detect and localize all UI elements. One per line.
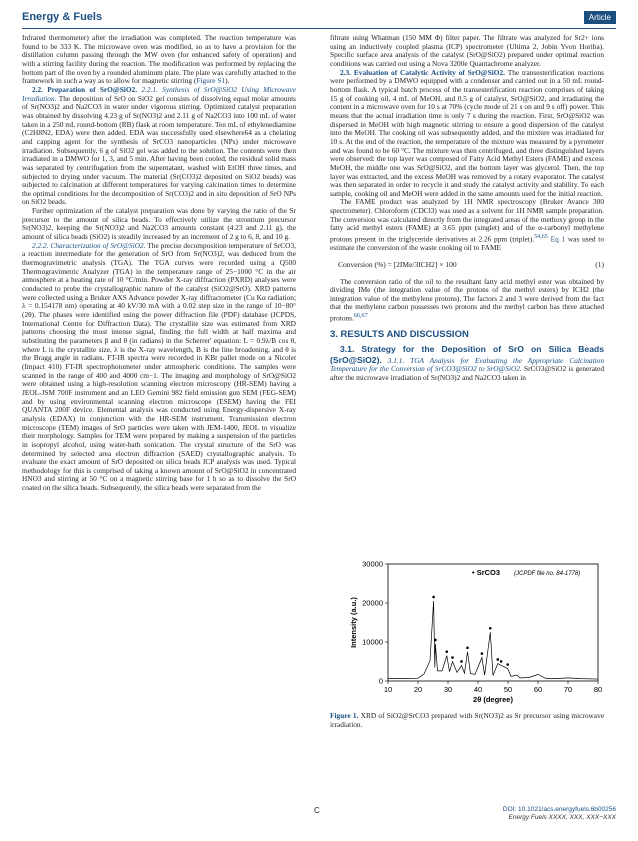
page-number: C bbox=[314, 806, 320, 815]
y-tick-label: 0 bbox=[378, 676, 383, 686]
peak-marker bbox=[500, 660, 503, 663]
x-tick-label: 80 bbox=[593, 685, 603, 694]
series-line bbox=[388, 601, 598, 679]
y-axis-label: Intensity (a.u.) bbox=[349, 597, 358, 648]
x-tick-label: 50 bbox=[503, 685, 513, 694]
figure-s1-link[interactable]: Figure S1 bbox=[196, 76, 226, 86]
issue-info: Energy Fuels XXXX, XXX, XXX−XXX bbox=[508, 814, 616, 821]
section-heading: 2.2. Preparation of SrO@SiO2. bbox=[32, 84, 138, 94]
subsection-heading: 2.2.1. Synthesis of SrO@SiO2 Using Microwave Irradiation. bbox=[22, 84, 296, 103]
section-3-heading: 3. RESULTS AND DISCUSSION bbox=[330, 329, 469, 341]
section-heading: 2.3. Evaluation of Catalytic Activity of SrO@SiO2. bbox=[340, 67, 505, 77]
subsection-heading: 3.1.1. TGA Analysis for Evaluating the Appropriate Calcination Temperature for the Conversion of SrCO3@SiO2 to SrO@SiO2. bbox=[330, 355, 604, 374]
section-2-2: 2.2. Preparation of SrO@SiO2. 2.2.1. Synthesis of SrO@SiO2 Using Microwave Irradiation. The deposition of SrO on SiO2 gel consists of dissolving equal molar amounts of Sr(NO3)2 and Na2CO3 in water under vigorous stirring. Optimized catalyst preparation was obtained by dissolving 4.23 g of Sr(NO3)2 and 2.11 g of Na2CO3 into 100 mL of water taken in a 250 mL round-bottom (RB) flask at room temperature. Ten mL of ethylenediamine (C2H8N2, EDA) were then added. EDA was successfully used elsewhere64 as a chelating and capping agent for the synthesis of SrCO3 nanoparticles (NPs) under microwave irradiation. Subsequently, 6 g of SiO2 gel was added to the solution. The contents were then irradiated in a DMWO for 1, 3, and 5 min. After having been cooled, the residual solid mass was separated by centrifugation from the supernatant, washed with EtOH three times, and subjected to drying under vacuum. The material (Sr(CO3)2 deposited on SiO2 beads) was subjected to calcination at different temperatures for varying calcination times to determine the optimal conditions for the decomposition of Sr(CO3)2 and in situ deposition of SrO NPs on SiO2 beads. bbox=[22, 84, 296, 207]
equation-1 bbox=[338, 261, 604, 270]
figure-label: Figure 1. bbox=[330, 711, 359, 720]
paragraph: The FAME product was analyzed by 1H NMR spectroscopy (Bruker Avance 300 spectrometer). Chloroform (CDCl3) was used as a solvent for 1H NMR sample preparation. The conversion was calculated directly from the integrated areas of the methoxy group in the fatty acid methyl esters (FAME) at 3.65 ppm (singlet) and of the α-carbonyl methylene protons present in the triglyceride derivatives at 2.26 ppm (triplet).$^{54,65}$ Eq 1 was used to estimate the conversion of the waste cooking oil to FAME bbox=[330, 197, 605, 253]
article-tag: Article bbox=[584, 11, 616, 24]
x-axis-label: 2θ (degree) bbox=[473, 695, 513, 704]
equation-text: Conversion (%) = [2IMe/3ICH2] × 100 bbox=[338, 259, 457, 269]
y-tick-label: 30000 bbox=[362, 559, 383, 569]
paragraph: The conversion ratio of the oil to the resultant fatty acid methyl ester was obtained by dividing IMe (the integration value of the protons of the methyl esters) by ICH2 (the integration value of the methylene protons). The factors 2 and 3 were derived from the fact that the methylene carbon possesses two protons and the methyl carbon has three attached protons.$^{66,67}$ bbox=[330, 276, 604, 323]
x-tick-label: 70 bbox=[563, 685, 573, 694]
peak-marker bbox=[506, 663, 509, 666]
citation-link[interactable]: 66,67 bbox=[353, 313, 368, 320]
paragraph: filtrate using Whatman (150 MM Φ) filter paper. The filtrate was analyzed for Sr2+ ions using an inductively coupled plasma (ICP) spectrometer (Ultima 2, Jobin Yvon Horiba). Specific surface area analysis of the catalyst (SrO@SiO2) prepared under optimal reaction conditions was carried out using a Nova 3200e Quantachrome analyzer. bbox=[330, 33, 604, 68]
page-header bbox=[22, 10, 616, 29]
section-heading: 3.1. Strategy for the Deposition of SrO on Silica Beads (SrO@SiO2). bbox=[330, 343, 604, 365]
peak-marker bbox=[451, 656, 454, 659]
peak-marker bbox=[466, 646, 469, 649]
section-3-1: 3.1. Strategy for the Deposition of SrO on Silica Beads (SrO@SiO2). 3.1.1. TGA Analysis for Evaluating the Appropriate Calcination Temperature for the Conversion of SrCO3@SiO2 to SrO@SiO2. SrCO3@SiO2 is generated after the microwave irradiation of Sr(NO3)2 and Na2CO3 taken in bbox=[330, 343, 604, 382]
peak-marker bbox=[460, 660, 463, 663]
subsection-heading: 2.2.2. Characterization of SrO@SiO2. bbox=[32, 240, 146, 250]
peak-marker bbox=[497, 658, 500, 661]
peak-marker bbox=[446, 650, 449, 653]
plot-frame bbox=[388, 564, 598, 681]
legend-label: • SrCO3 bbox=[472, 568, 501, 577]
x-tick-label: 60 bbox=[533, 685, 543, 694]
x-tick-label: 30 bbox=[443, 685, 453, 694]
left-column bbox=[22, 34, 296, 493]
xrd-chart bbox=[348, 556, 608, 706]
right-column bbox=[330, 34, 604, 383]
section-2-3: 2.3. Evaluation of Catalytic Activity of SrO@SiO2. The transesterification reactions were performed by a DMWO equipped with a condenser and carried out in a 50 mL round-bottom flask. A typical batch process of the transesterification reaction comprises of taking 15 g of cooking oil, 4 mL of MeOH, and 0.5 g of catalyst, SrO@SiO2, and irradiating the content in a microwave oven for 10 s at 70% (cycle mode of 21 s on and 9 s off) power. This means that the actual irradiation time is only 7 s during the reaction. First, SrO@SiO2 was dispersed in MeOH with high magnetic stirring to ensure a good dispersion of the catalyst into the MeOH. The cooking oil was subsequently added, and the mixture was irradiated for 10 s. At the end of the reaction, the temperature of the mixture was measured by a pyrometer and was found to be 60 °C. The mixture was then centrifuged, and three distinguished layers were observed: the top layer was composed of Fatty Acid Methyl Esters (FAME) and excess MeOH, the middle one was SrO@SiO2, and the bottom layer was glycerol. Then, the top layer was extracted, and the excess MeOH was removed by a rotary evaporator. The catalyst was then separated in order to recycle it and study the catalyst activity and stability. To each sample, cooking oil and MeOH were added in the same amounts used for the initial reaction. bbox=[330, 67, 604, 198]
citation-link[interactable]: 54,65 bbox=[534, 234, 548, 241]
figure-caption: Figure 1. XRD of SiO2@SrCO3 prepared with Sr(NO3)2 as Sr precursor using microwave irradiation. bbox=[330, 711, 604, 729]
equation-number: (1) bbox=[595, 259, 604, 269]
y-tick-label: 10000 bbox=[362, 637, 383, 647]
journal-name: Energy & Fuels bbox=[22, 11, 103, 23]
y-tick-label: 20000 bbox=[362, 598, 383, 608]
equation-link[interactable]: Eq 1 bbox=[550, 234, 566, 244]
legend-note: (JCPDF file no. 84-1778) bbox=[514, 571, 581, 577]
peak-marker bbox=[481, 652, 484, 655]
peak-marker bbox=[434, 639, 437, 642]
paragraph: Further optimization of the catalyst preparation was done by varying the ratio of the Sr precursor to the amount of silica beads. To effectively utilize the strontium precursor Sr(NO3)2, keeping the Sr(NO3)2 and Na2CO3 amounts constant (4.23 and 2.11 g), the amount of silica beads (SiO2) is steadily increased by an increment of 2 g to 6, 8, and 10 g. bbox=[22, 206, 296, 242]
doi-link[interactable]: DOI: 10.1021/acs.energyfuels.6b00256 bbox=[502, 806, 616, 813]
x-tick-label: 10 bbox=[383, 685, 393, 694]
footer-doi bbox=[503, 806, 616, 822]
x-tick-label: 40 bbox=[473, 685, 483, 694]
paragraph: Infrared thermometer) after the irradiation was completed. The reaction temperature was found to be 333 K. The microwave oven was modified, so as to have a provision for the distillation column passing through the MW oven (for enhanced safety of operation) and with a stirring facility during the reaction. The modification was performed by replacing the bottom part of the oven by a rounded aluminum plate. The plate was carefully attached to the framework in such a way as to allow for magnetic stirring (Figure S1). bbox=[22, 33, 296, 86]
x-tick-label: 20 bbox=[413, 685, 423, 694]
peak-marker bbox=[489, 627, 492, 630]
peak-marker bbox=[432, 596, 435, 599]
section-2-2-2: 2.2.2. Characterization of SrO@SiO2. The precise decomposition temperature of SrCO3, a reaction intermediate for the generation of SrO from Sr(NO3)2, was deduced from the thermogravimetric analysis (TGA). The TGA curves were recorded using a Q500 Thermogravimetric Analyzer (TGA) in the temperature range of 25−1000 °C in the air atmosphere at a heating rate of 10 °C/min. Powder X-ray diffraction (PXRD) analyses were conducted to probe the crystallographic nature of the catalyst (SiO2@SrO). XRD patterns were collected using a Bruker AXS Advance powder X-ray diffractometer (Cu Kα radiation; λ = 0.154178 nm) operating at 40 kV/30 mA with a 0.02 step size in the range of 10−80° (2θ). The phases were identified using the power diffraction file (PDF) database (JCPDS, International Centre for Diffraction Data). The crystallite size was estimated from XRD patterns choosing the most intense signal, finding the full width at half maxima and substituting the parameters β and θ (in radians) in the Scherrer' equation: L = 0.9λ/B cos θ, where L is the crystallite size, λ is the X-ray wavelength, B is the line broadening, and θ is the Bragg angle in radians. FT-IR spectra were recorded in KBr pallet mode on a Nicolet (Impact 410) FT-IR spectrophotometer under atmospheric conditions. The samples were scanned in the range of 400 and 4000 cm−1. The imaging and morphology of SrO@SiO2 were obtained using a high-resolution scanning electron microscopy (HR-SEM) having a JEOL-JSM 700F instrument and an LEO Gemini 982 field emission gun SEM (FEG-SEM) and by using environmental scanning electron microscope (ESEM) having the FEI QUANTA 200F device. Elemental analysis was conducted using Energy-dispersive X-ray analysis (EDAX) in conjunction with the HR-SEM instrument. Transmission electron microscope (TEM) images of SrO particles were taken with JEM-1400, JEOL to visualize their morphology. Samples for TEM were prepared by making a suspension of the particles in isopropyl alcohol, using water-bath sonication. The crystal structure of the SrO was determined by selected area electron diffraction (SAED) crystallographic analysis. To evaluate the exact amount of SrO deposited on silica beads ICP analysis was used. Typical methodology for this is comprised of taking a known amount of SrO@SiO2 in concentrated HNO3 and stirring at 50 °C on a magnetic stirring base for 1 h so as to dissolve the SrO coated on the silica beads. Subsequently, the silica beads were separated from the bbox=[22, 240, 296, 493]
